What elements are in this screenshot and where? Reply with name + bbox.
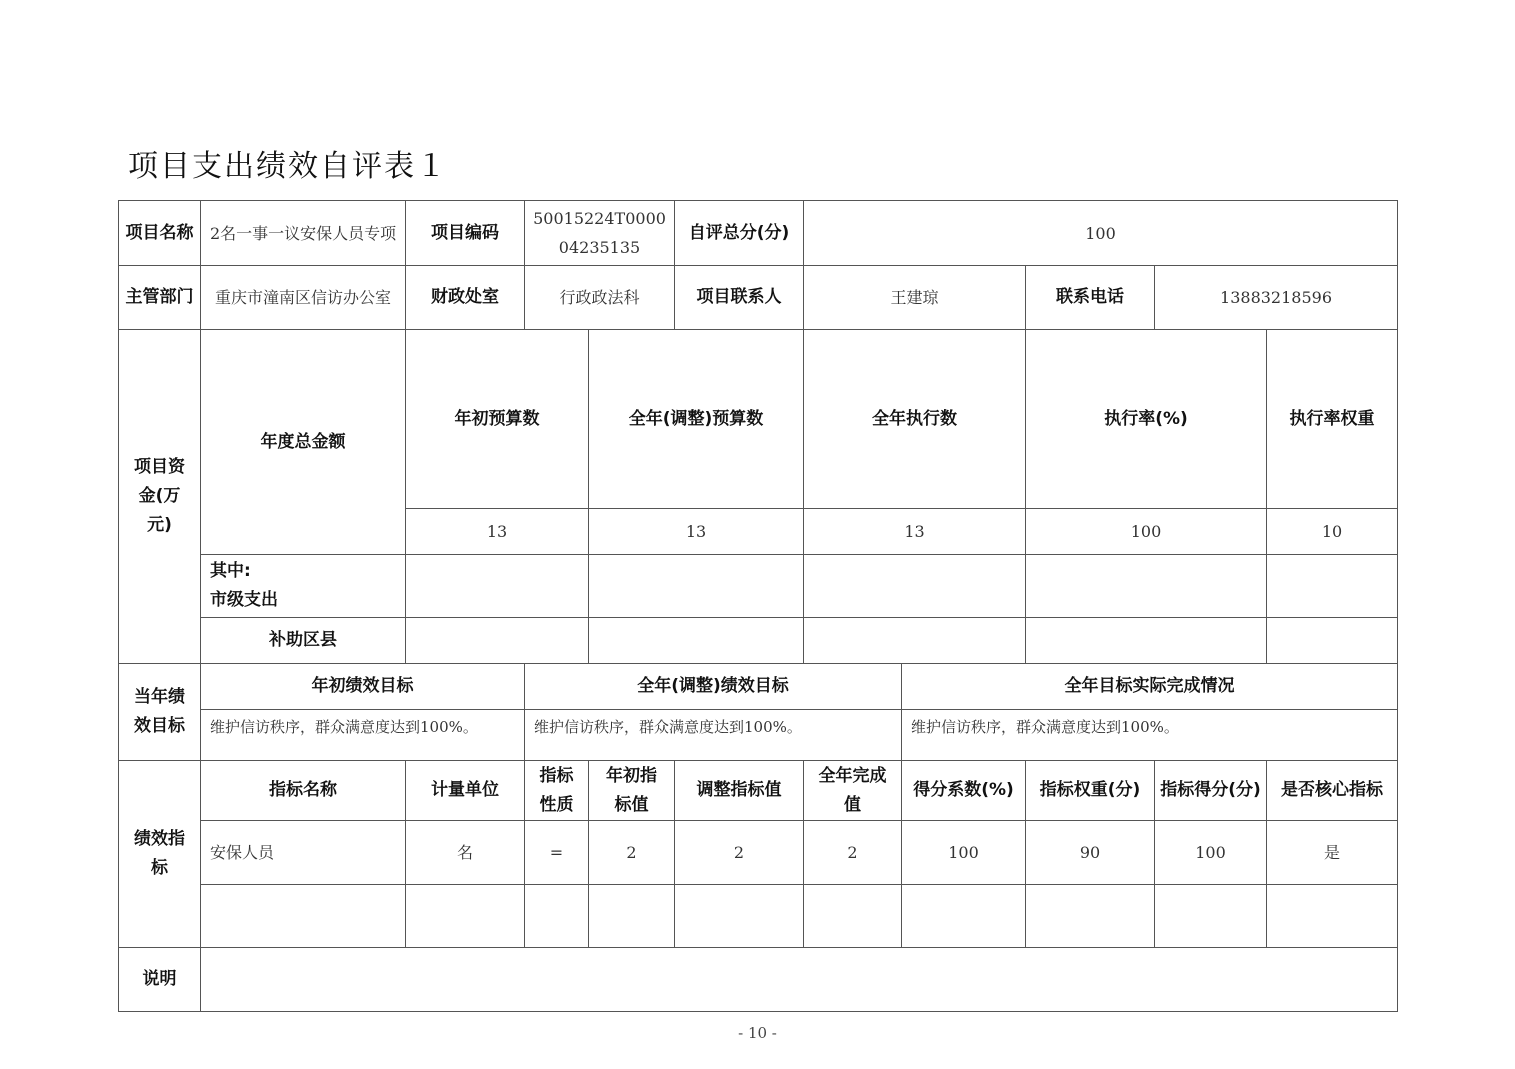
table-cell <box>589 555 804 618</box>
table-row <box>119 664 1398 710</box>
table-cell <box>589 618 804 664</box>
table-row <box>119 761 1398 821</box>
indicator-cell: 90 <box>1026 821 1155 885</box>
dept-value: 重庆市潼南区信访办公室 <box>201 266 406 330</box>
finance-office-value: 行政政法科 <box>525 266 675 330</box>
table-cell <box>1267 618 1398 664</box>
annual-total-label: 年度总金额 <box>201 330 406 555</box>
funds-header: 执行率权重 <box>1267 330 1398 509</box>
table-cell <box>1026 618 1267 664</box>
indicator-header: 计量单位 <box>406 761 525 821</box>
goal-header: 全年目标实际完成情况 <box>902 664 1398 710</box>
city-spending-label-line1: 其中: <box>210 561 251 581</box>
table-cell <box>1026 885 1155 948</box>
table-cell <box>201 885 406 948</box>
project-code-value: 50015224T000004235135 <box>525 201 675 266</box>
goal-value: 维护信访秩序，群众满意度达到100%。 <box>201 710 525 761</box>
funds-header: 全年执行数 <box>804 330 1026 509</box>
funds-value: 13 <box>804 509 1026 555</box>
funds-header: 执行率(%) <box>1026 330 1267 509</box>
table-cell <box>804 618 1026 664</box>
funds-header: 年初预算数 <box>406 330 589 509</box>
indicator-cell: 2 <box>675 821 804 885</box>
project-name-label: 项目名称 <box>119 201 201 266</box>
table-row <box>119 266 1398 330</box>
table-cell <box>525 885 589 948</box>
indicator-header: 指标名称 <box>201 761 406 821</box>
page-title: 项目支出绩效自评表１ <box>128 149 448 184</box>
table-row <box>119 555 1398 618</box>
self-score-label: 自评总分(分) <box>675 201 804 266</box>
indicator-cell: 100 <box>902 821 1026 885</box>
goal-value: 维护信访秩序，群众满意度达到100%。 <box>902 710 1398 761</box>
indicator-cell: 100 <box>1155 821 1267 885</box>
indicator-cell: 是 <box>1267 821 1398 885</box>
funds-value: 13 <box>589 509 804 555</box>
table-cell <box>406 618 589 664</box>
table-cell <box>589 885 675 948</box>
table-row <box>119 710 1398 761</box>
page-number: - 10 - <box>738 1024 777 1042</box>
table-cell <box>1267 555 1398 618</box>
city-spending-label-line2: 市级支出 <box>210 590 278 610</box>
indicator-cell: 安保人员 <box>201 821 406 885</box>
table-cell <box>804 885 902 948</box>
goal-header: 年初绩效目标 <box>201 664 525 710</box>
dept-label: 主管部门 <box>119 266 201 330</box>
table-cell <box>1155 885 1267 948</box>
goal-header: 全年(调整)绩效目标 <box>525 664 902 710</box>
table-cell <box>1026 555 1267 618</box>
contact-value: 王建琼 <box>804 266 1026 330</box>
contact-label: 项目联系人 <box>675 266 804 330</box>
table-row <box>119 201 1398 266</box>
notes-value <box>201 948 1398 1012</box>
funds-header: 全年(调整)预算数 <box>589 330 804 509</box>
performance-table <box>118 200 1398 1012</box>
indicator-cell: = <box>525 821 589 885</box>
table-row <box>119 948 1398 1012</box>
goal-value: 维护信访秩序，群众满意度达到100%。 <box>525 710 902 761</box>
table-cell <box>804 555 1026 618</box>
indicator-cell: 名 <box>406 821 525 885</box>
indicator-header: 指标权重(分) <box>1026 761 1155 821</box>
indicator-header: 调整指标值 <box>675 761 804 821</box>
indicator-header: 得分系数(%) <box>902 761 1026 821</box>
self-score-value: 100 <box>804 201 1398 266</box>
funds-value: 13 <box>406 509 589 555</box>
funds-value: 10 <box>1267 509 1398 555</box>
phone-label: 联系电话 <box>1026 266 1155 330</box>
table-cell <box>902 885 1026 948</box>
finance-office-label: 财政处室 <box>406 266 525 330</box>
subsidy-label: 补助区县 <box>201 618 406 664</box>
indicator-cell: 2 <box>804 821 902 885</box>
table-row <box>119 821 1398 885</box>
indicator-header: 全年完成值 <box>804 761 902 821</box>
table-row <box>119 618 1398 664</box>
phone-value: 13883218596 <box>1155 266 1398 330</box>
table-row <box>119 885 1398 948</box>
indicators-label: 绩效指标 <box>119 761 201 948</box>
indicator-header: 年初指标值 <box>589 761 675 821</box>
table-cell <box>1267 885 1398 948</box>
table-cell <box>675 885 804 948</box>
notes-label: 说明 <box>119 948 201 1012</box>
city-spending-label <box>201 555 406 618</box>
project-name-value: 2名一事一议安保人员专项 <box>201 201 406 266</box>
funds-label: 项目资金(万元) <box>119 330 201 664</box>
table-cell <box>406 885 525 948</box>
table-row <box>119 330 1398 509</box>
indicator-header: 指标得分(分) <box>1155 761 1267 821</box>
goals-label: 当年绩效目标 <box>119 664 201 761</box>
funds-value: 100 <box>1026 509 1267 555</box>
indicator-header: 指标性质 <box>525 761 589 821</box>
table-cell <box>406 555 589 618</box>
indicator-header: 是否核心指标 <box>1267 761 1398 821</box>
indicator-cell: 2 <box>589 821 675 885</box>
project-code-label: 项目编码 <box>406 201 525 266</box>
